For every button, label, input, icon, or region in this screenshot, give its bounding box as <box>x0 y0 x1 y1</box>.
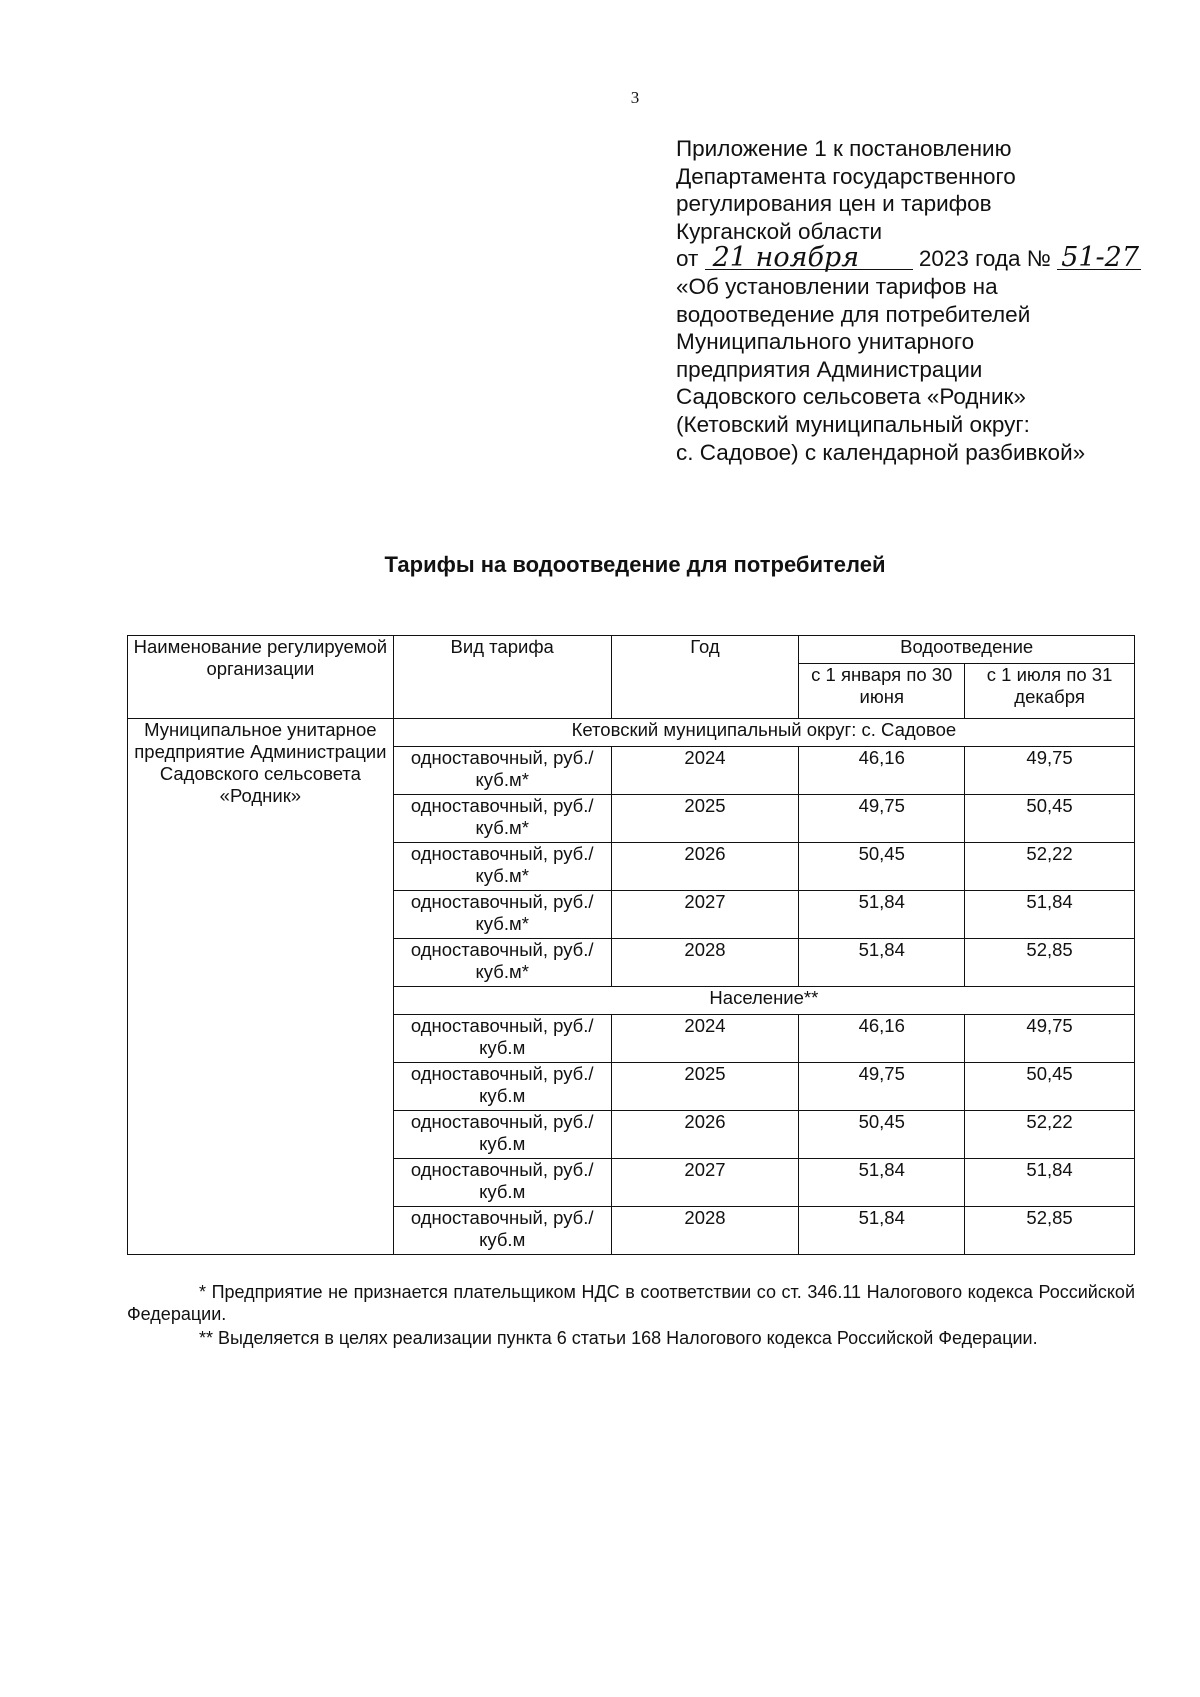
appendix-subject-line: (Кетовский муниципальный округ: <box>676 411 1030 437</box>
appendix-subject-line: водоотведение для потребителей <box>676 301 1031 327</box>
tariff-type-cell: одноставочный, руб./куб.м* <box>393 843 611 891</box>
period-1-cell: 51,84 <box>799 939 965 987</box>
tariff-type-cell: одноставочный, руб./куб.м* <box>393 747 611 795</box>
appendix-subject-line: «Об установлении тарифов на <box>676 273 998 299</box>
year-cell: 2024 <box>611 1015 799 1063</box>
tariff-type-cell: одноставочный, руб./куб.м <box>393 1111 611 1159</box>
header-org: Наименование регулируемой организации <box>128 636 394 719</box>
footnote-population: ** Выделяется в целях реализации пункта 6 статьи 168 Налогового кодекса Российской Федерации. <box>199 1328 1038 1348</box>
group-label: Кетовский муниципальный округ: с. Садовое <box>393 719 1134 747</box>
header-period-2: с 1 июля по 31 декабря <box>965 664 1135 719</box>
period-2-cell: 52,85 <box>965 1207 1135 1255</box>
date-prefix: от <box>676 246 699 272</box>
appendix-block <box>676 135 1176 466</box>
tariff-type-cell: одноставочный, руб./куб.м <box>393 1207 611 1255</box>
period-1-cell: 49,75 <box>799 795 965 843</box>
footnote-vat: * Предприятие не признается плательщиком НДС в соответствии со ст. 346.11 Налогового кодекса Российской Федерации. <box>127 1282 1135 1324</box>
year-cell: 2027 <box>611 891 799 939</box>
period-2-cell: 49,75 <box>965 747 1135 795</box>
tariff-table <box>127 635 1135 1255</box>
period-1-cell: 46,16 <box>799 747 965 795</box>
period-1-cell: 51,84 <box>799 1207 965 1255</box>
header-service: Водоотведение <box>799 636 1135 664</box>
handwritten-date: 21 ноября <box>705 247 913 270</box>
group-label: Население** <box>393 987 1134 1015</box>
period-1-cell: 50,45 <box>799 843 965 891</box>
header-tariff-type: Вид тарифа <box>393 636 611 719</box>
year-cell: 2025 <box>611 795 799 843</box>
period-1-cell: 51,84 <box>799 1159 965 1207</box>
tariff-type-cell: одноставочный, руб./куб.м <box>393 1015 611 1063</box>
period-1-cell: 49,75 <box>799 1063 965 1111</box>
year-cell: 2026 <box>611 843 799 891</box>
header-period-1: с 1 января по 30 июня <box>799 664 965 719</box>
page-number: 3 <box>630 88 640 107</box>
period-1-cell: 50,45 <box>799 1111 965 1159</box>
appendix-line: регулирования цен и тарифов <box>676 191 992 217</box>
year-text: 2023 года № <box>918 246 1051 272</box>
tariff-type-cell: одноставочный, руб./куб.м* <box>393 891 611 939</box>
organization-cell: Муниципальное унитарное предприятие Администрации Садовского сельсовета «Родник» <box>128 719 394 1255</box>
tariff-type-cell: одноставочный, руб./куб.м <box>393 1159 611 1207</box>
appendix-line: Приложение 1 к постановлению <box>676 136 1012 161</box>
period-2-cell: 52,22 <box>965 843 1135 891</box>
year-cell: 2028 <box>611 939 799 987</box>
tariff-type-cell: одноставочный, руб./куб.м* <box>393 939 611 987</box>
footnotes <box>127 1281 1135 1351</box>
year-cell: 2028 <box>611 1207 799 1255</box>
year-cell: 2025 <box>611 1063 799 1111</box>
period-1-cell: 46,16 <box>799 1015 965 1063</box>
period-2-cell: 49,75 <box>965 1015 1135 1063</box>
document-title: Тарифы на водоотведение для потребителей <box>384 552 886 577</box>
appendix-subject-line: Садовского сельсовета «Родник» <box>676 384 1026 410</box>
tariff-type-cell: одноставочный, руб./куб.м <box>393 1063 611 1111</box>
header-year: Год <box>611 636 799 719</box>
period-2-cell: 52,22 <box>965 1111 1135 1159</box>
tariff-type-cell: одноставочный, руб./куб.м* <box>393 795 611 843</box>
period-2-cell: 52,85 <box>965 939 1135 987</box>
appendix-line: Курганской области <box>676 218 883 244</box>
year-cell: 2024 <box>611 747 799 795</box>
appendix-subject-line: предприятия Администрации <box>676 356 983 382</box>
table-header-row <box>128 636 1135 664</box>
appendix-subject-line: Муниципального унитарного <box>676 329 975 355</box>
period-2-cell: 51,84 <box>965 891 1135 939</box>
period-2-cell: 50,45 <box>965 795 1135 843</box>
year-cell: 2026 <box>611 1111 799 1159</box>
appendix-line: Департамента государственного <box>676 163 1016 189</box>
period-2-cell: 51,84 <box>965 1159 1135 1207</box>
year-cell: 2027 <box>611 1159 799 1207</box>
period-2-cell: 50,45 <box>965 1063 1135 1111</box>
appendix-subject-line: с. Садовое) с календарной разбивкой» <box>676 439 1086 465</box>
group-row <box>128 719 1135 747</box>
handwritten-number: 51-27 <box>1057 247 1141 270</box>
appendix-date-line <box>676 242 1176 274</box>
period-1-cell: 51,84 <box>799 891 965 939</box>
